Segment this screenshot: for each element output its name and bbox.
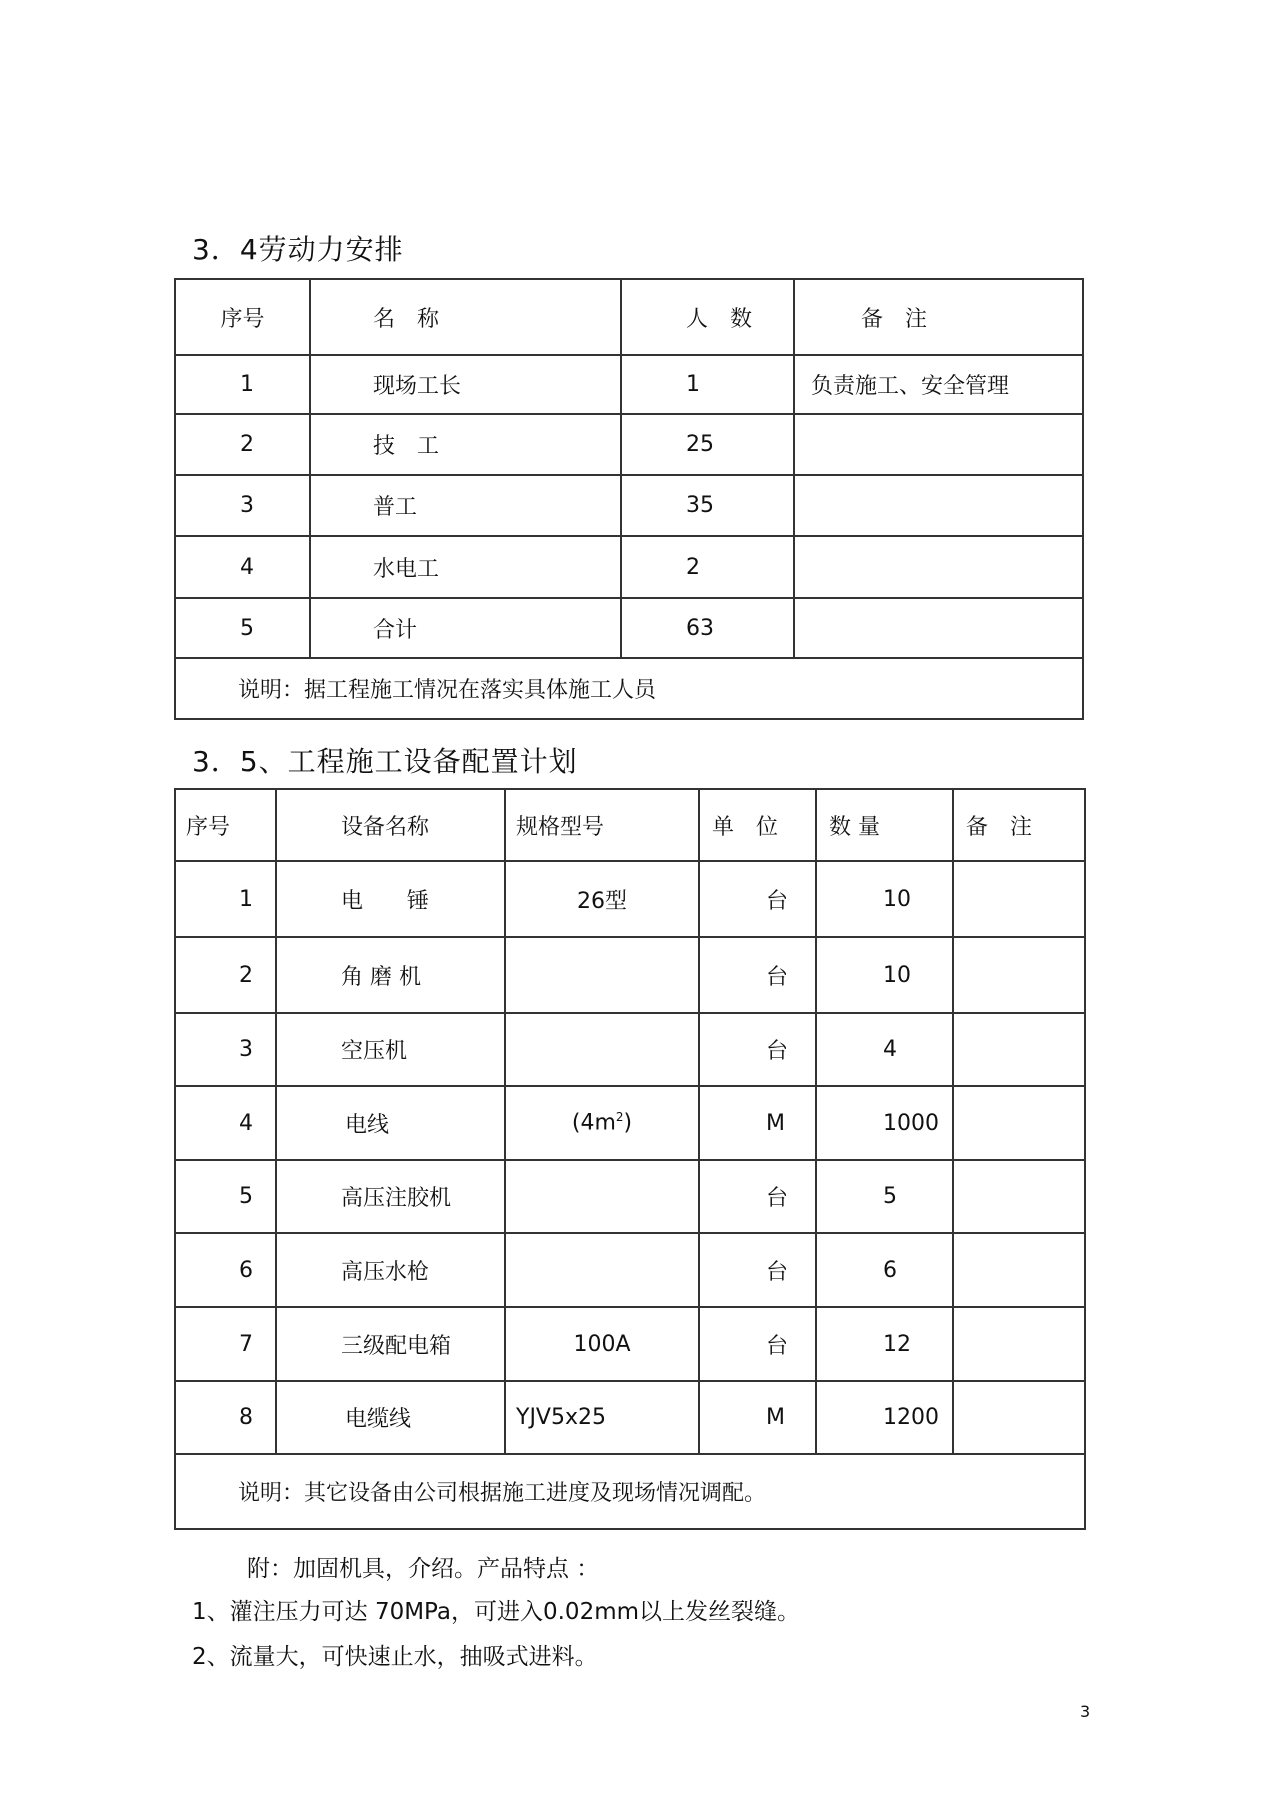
labor-header-no: 序号 bbox=[175, 279, 310, 355]
equipment-cell-spec: 100A bbox=[505, 1307, 699, 1381]
labor-cell-name: 现场工长 bbox=[310, 355, 621, 414]
equipment-cell-name: 角 磨 机 bbox=[276, 937, 505, 1013]
equipment-cell-qty: 1000 bbox=[816, 1086, 953, 1160]
labor-cell-count: 25 bbox=[621, 414, 794, 475]
labor-cell-name: 技 工 bbox=[310, 414, 621, 475]
equipment-cell-unit: M bbox=[699, 1381, 816, 1454]
equipment-cell-remark bbox=[953, 1086, 1085, 1160]
equipment-note-row bbox=[175, 1454, 1085, 1529]
labor-cell-name: 水电工 bbox=[310, 536, 621, 598]
table-row bbox=[175, 861, 1085, 937]
equipment-cell-remark bbox=[953, 1233, 1085, 1307]
table-row bbox=[175, 1381, 1085, 1454]
equipment-cell-no: 1 bbox=[175, 861, 276, 937]
equipment-cell-qty: 1200 bbox=[816, 1381, 953, 1454]
equipment-cell-qty: 10 bbox=[816, 937, 953, 1013]
equipment-cell-unit: 台 bbox=[699, 937, 816, 1013]
equipment-cell-spec bbox=[505, 1233, 699, 1307]
labor-cell-no: 1 bbox=[175, 355, 310, 414]
equipment-header-row bbox=[175, 789, 1085, 861]
equipment-cell-unit: 台 bbox=[699, 1233, 816, 1307]
labor-cell-remark bbox=[794, 536, 1083, 598]
equipment-cell-name: 电 锤 bbox=[276, 861, 505, 937]
table-row bbox=[175, 1307, 1085, 1381]
equipment-header-spec: 规格型号 bbox=[505, 789, 699, 861]
labor-cell-no: 4 bbox=[175, 536, 310, 598]
equipment-cell-spec bbox=[505, 1086, 699, 1160]
equipment-cell-remark bbox=[953, 1160, 1085, 1233]
equipment-header-remark: 备 注 bbox=[953, 789, 1085, 861]
equipment-cell-unit: 台 bbox=[699, 861, 816, 937]
equipment-cell-unit: M bbox=[699, 1086, 816, 1160]
equipment-cell-unit: 台 bbox=[699, 1013, 816, 1086]
table-row bbox=[175, 414, 1083, 475]
table-row bbox=[175, 355, 1083, 414]
labor-note: 说明：据工程施工情况在落实具体施工人员 bbox=[175, 658, 1083, 719]
appendix-item-1: 1、灌注压力可达 70MPa，可进入0.02mm以上发丝裂缝。 bbox=[192, 1599, 801, 1625]
labor-cell-count: 2 bbox=[621, 536, 794, 598]
table-row bbox=[175, 1086, 1085, 1160]
equipment-cell-spec bbox=[505, 937, 699, 1013]
labor-cell-count: 35 bbox=[621, 475, 794, 536]
equipment-cell-remark bbox=[953, 1013, 1085, 1086]
equipment-cell-no: 7 bbox=[175, 1307, 276, 1381]
labor-header-count: 人 数 bbox=[621, 279, 794, 355]
equipment-cell-spec: YJV5x25 bbox=[505, 1381, 699, 1454]
equipment-note: 说明：其它设备由公司根据施工进度及现场情况调配。 bbox=[175, 1454, 1085, 1529]
equipment-header-qty: 数 量 bbox=[816, 789, 953, 861]
table-row bbox=[175, 1233, 1085, 1307]
equipment-cell-qty: 10 bbox=[816, 861, 953, 937]
table-row bbox=[175, 598, 1083, 658]
labor-cell-no: 2 bbox=[175, 414, 310, 475]
labor-cell-count: 63 bbox=[621, 598, 794, 658]
equipment-header-no: 序号 bbox=[175, 789, 276, 861]
equipment-cell-no: 5 bbox=[175, 1160, 276, 1233]
spec-close-paren: ) bbox=[623, 1110, 633, 1136]
equipment-header-unit: 单 位 bbox=[699, 789, 816, 861]
table-row bbox=[175, 475, 1083, 536]
equipment-cell-no: 4 bbox=[175, 1086, 276, 1160]
equipment-cell-no: 6 bbox=[175, 1233, 276, 1307]
equipment-cell-no: 3 bbox=[175, 1013, 276, 1086]
labor-note-row bbox=[175, 658, 1083, 719]
labor-section-heading: 3．4劳动力安排 bbox=[192, 233, 404, 266]
labor-header-name: 名 称 bbox=[310, 279, 621, 355]
page-number: 3 bbox=[1080, 1702, 1091, 1721]
equipment-header-name: 设备名称 bbox=[276, 789, 505, 861]
labor-cell-name: 合计 bbox=[310, 598, 621, 658]
equipment-section-heading: 3．5、工程施工设备配置计划 bbox=[192, 745, 578, 778]
equipment-cell-remark bbox=[953, 1307, 1085, 1381]
labor-cell-name: 普工 bbox=[310, 475, 621, 536]
equipment-cell-name: 三级配电箱 bbox=[276, 1307, 505, 1381]
labor-header-remark: 备 注 bbox=[794, 279, 1083, 355]
labor-table bbox=[174, 278, 1084, 720]
labor-cell-remark bbox=[794, 414, 1083, 475]
labor-cell-remark bbox=[794, 475, 1083, 536]
appendix-intro: 附：加固机具，介绍。产品特点 ： bbox=[247, 1556, 600, 1582]
equipment-cell-spec bbox=[505, 1160, 699, 1233]
labor-cell-count: 1 bbox=[621, 355, 794, 414]
appendix-item-2: 2、流量大，可快速止水，抽吸式进料。 bbox=[192, 1644, 598, 1670]
equipment-cell-name: 高压注胶机 bbox=[276, 1160, 505, 1233]
spec-superscript: 2 bbox=[615, 1110, 624, 1125]
spec-value: (4m bbox=[571, 1110, 616, 1136]
equipment-cell-remark bbox=[953, 937, 1085, 1013]
equipment-cell-qty: 6 bbox=[816, 1233, 953, 1307]
labor-cell-no: 5 bbox=[175, 598, 310, 658]
equipment-cell-spec bbox=[505, 1013, 699, 1086]
labor-cell-remark bbox=[794, 598, 1083, 658]
equipment-cell-name: 高压水枪 bbox=[276, 1233, 505, 1307]
labor-cell-no: 3 bbox=[175, 475, 310, 536]
table-row bbox=[175, 1013, 1085, 1086]
equipment-cell-qty: 5 bbox=[816, 1160, 953, 1233]
equipment-cell-qty: 4 bbox=[816, 1013, 953, 1086]
equipment-cell-no: 8 bbox=[175, 1381, 276, 1454]
equipment-cell-qty: 12 bbox=[816, 1307, 953, 1381]
equipment-cell-remark bbox=[953, 861, 1085, 937]
equipment-cell-unit: 台 bbox=[699, 1160, 816, 1233]
equipment-cell-remark bbox=[953, 1381, 1085, 1454]
equipment-cell-name: 空压机 bbox=[276, 1013, 505, 1086]
equipment-cell-unit: 台 bbox=[699, 1307, 816, 1381]
table-row bbox=[175, 536, 1083, 598]
labor-cell-remark: 负责施工、安全管理 bbox=[794, 355, 1083, 414]
equipment-cell-name: 电缆线 bbox=[276, 1381, 505, 1454]
labor-header-row bbox=[175, 279, 1083, 355]
equipment-cell-no: 2 bbox=[175, 937, 276, 1013]
table-row bbox=[175, 1160, 1085, 1233]
equipment-cell-name: 电线 bbox=[276, 1086, 505, 1160]
equipment-cell-spec: 26型 bbox=[505, 861, 699, 937]
table-row bbox=[175, 937, 1085, 1013]
equipment-table bbox=[174, 788, 1086, 1530]
